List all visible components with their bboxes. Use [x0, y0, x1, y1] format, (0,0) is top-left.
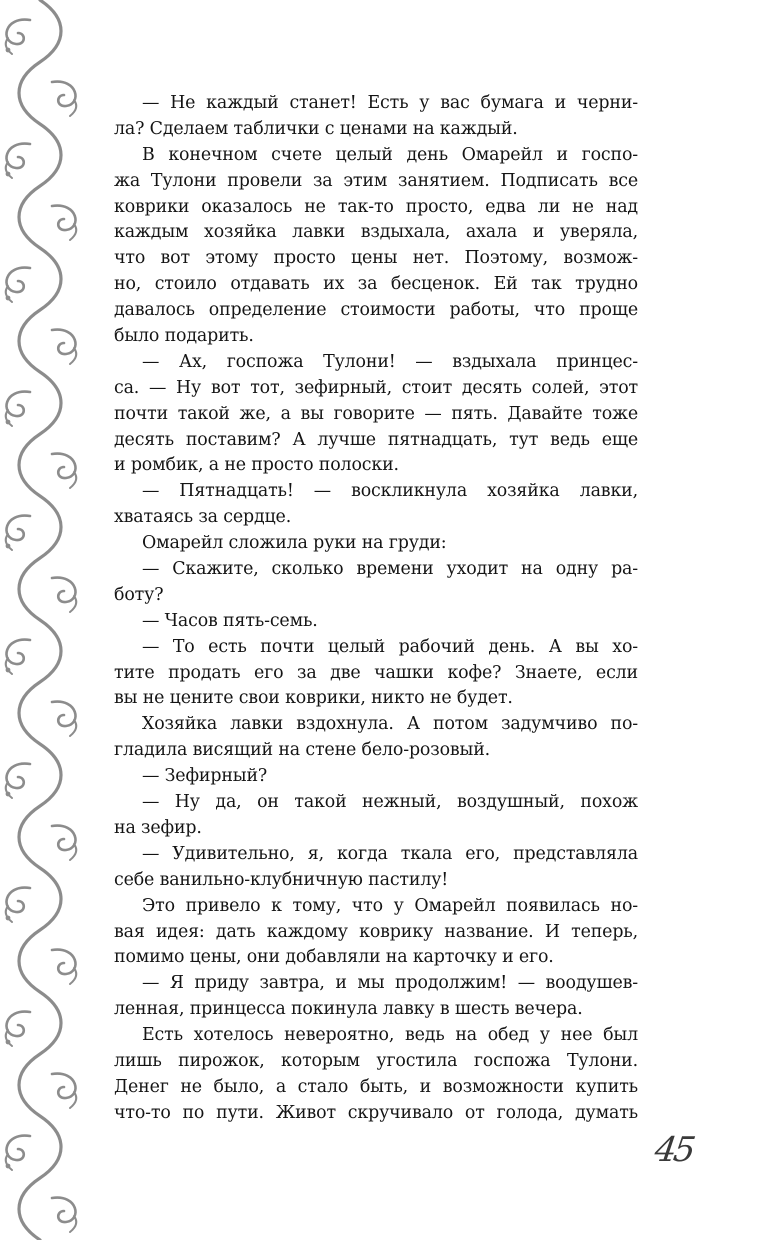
text-line: жа Тулони провели за этим занятием. Подписать все [114, 170, 638, 191]
text-line: — Ах, госпожа Тулони! — вздыхала принцес- [142, 351, 638, 372]
text-line: Хозяйка лавки вздохнула. А потом задумчиво по- [142, 714, 638, 735]
text-line: Денег не было, а стало быть, и возможности купить [114, 1076, 638, 1097]
text-line: са. — Ну вот тот, зефирный, стоит десять солей, этот [114, 377, 638, 398]
text-line: ленная, принцесса покинула лавку в шесть вечера. [114, 999, 583, 1020]
text-line: хватаясь за сердце. [114, 507, 292, 528]
text-line: на зефир. [114, 817, 202, 838]
text-line: — Пятнадцать! — воскликнула хозяйка лавки, [142, 481, 638, 502]
text-line: ла? Сделаем таблички с ценами на каждый. [114, 118, 518, 139]
text-line: Есть хотелось невероятно, ведь на обед у нее был [142, 1025, 638, 1046]
text-line: боту? [114, 584, 164, 605]
text-line: гладила висящий на стене бело-розовый. [114, 740, 491, 761]
text-line: вая идея: дать каждому коврику название. И теперь, [114, 921, 638, 942]
text-line: помимо цены, они добавляли на карточку и его. [114, 947, 554, 968]
swirl-ornament-icon [0, 0, 100, 1240]
text-line: — Часов пять-семь. [142, 610, 318, 631]
text-line: лишь пирожок, которым угостила госпожа Тулони. [114, 1050, 638, 1071]
text-line: и ромбик, а не просто полоски. [114, 455, 399, 476]
text-line: себе ванильно-клубничную пастилу! [114, 869, 449, 890]
text-line: коврики оказалось не так-то просто, едва ли не над [114, 196, 638, 217]
text-line: Это привело к тому, что у Омарейл появилась но- [142, 895, 638, 916]
text-line: давалось определение стоимости работы, что проще [114, 300, 638, 321]
text-line: вы не цените свои коврики, никто не будет. [114, 688, 513, 709]
text-line: — Скажите, сколько времени уходит на одну ра- [142, 559, 638, 580]
body-text [114, 91, 638, 1127]
text-line: тите продать его за две чашки кофе? Знаете, если [114, 662, 638, 683]
text-line: Омарейл сложила руки на груди: [142, 533, 447, 554]
text-line: что-то по пути. Живот скручивало от голода, думать [114, 1102, 638, 1123]
text-line: — Я приду завтра, и мы продолжим! — воодушев- [142, 973, 638, 994]
text-line: почти такой же, а вы говорите — пять. Давайте тоже [114, 403, 638, 424]
text-line: каждым хозяйка лавки вздыхала, ахала и уверяла, [114, 222, 638, 243]
text-line: десять поставим? А лучше пятнадцать, тут ведь еще [114, 429, 638, 450]
text-line: В конечном счете целый день Омарейл и госпо- [142, 144, 638, 165]
text-line: что вот этому просто цены нет. Поэтому, возмож- [114, 248, 638, 269]
text-line: но, стоило отдавать их за бесценок. Ей так трудно [114, 274, 638, 295]
text-line: было подарить. [114, 326, 254, 347]
text-line: — То есть почти целый рабочий день. А вы хо- [142, 636, 638, 657]
text-line: — Ну да, он такой нежный, воздушный, похож [142, 792, 638, 813]
text-line: — Зефирный? [142, 766, 268, 787]
text-line: — Удивительно, я, когда ткала его, представляла [142, 843, 638, 864]
text-line: — Не каждый станет! Есть у вас бумага и черни- [142, 93, 638, 113]
page-number: 45 [652, 1130, 696, 1170]
